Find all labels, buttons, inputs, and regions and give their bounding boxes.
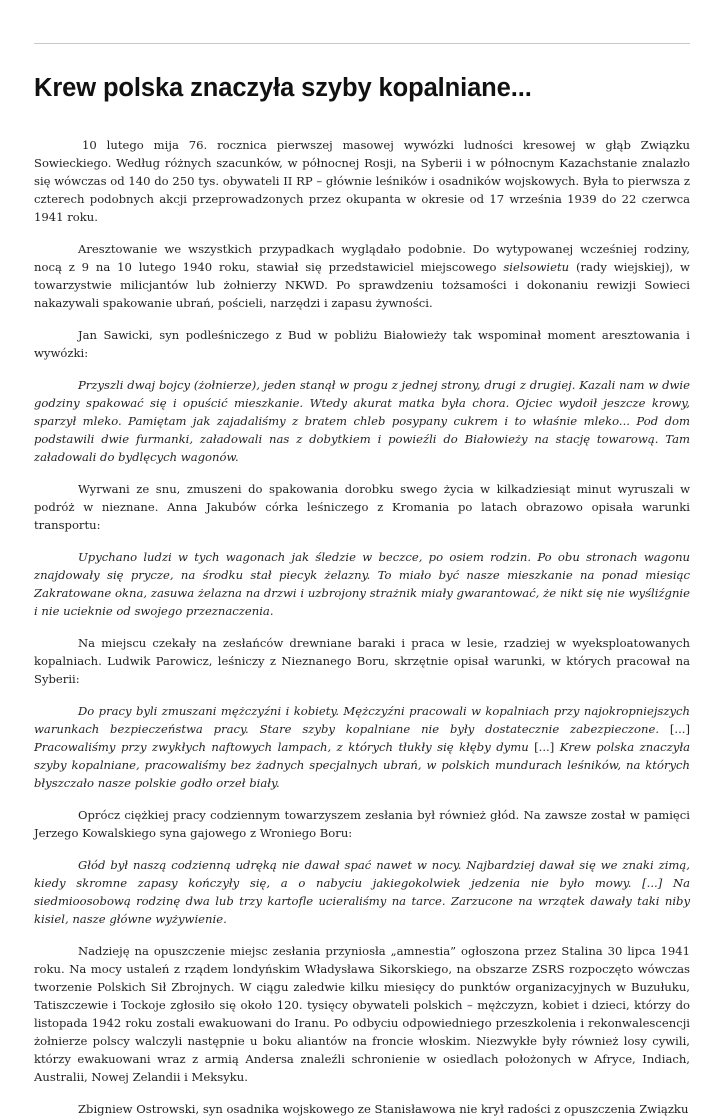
ellipsis-1: [...] — [659, 722, 691, 736]
paragraph-hunger-intro: Oprócz ciężkiej pracy codziennym towarzyszem zesłania był również głód. Na zawsze został w pamięci Jerzego Kowalskiego syna gajowego z Wroniego Boru: — [34, 808, 690, 840]
quote-parowicz-part-1: Do pracy byli zmuszani mężczyźni i kobiety. Mężczyźni pracowali w kopalniach przy najokropniejszych warunkach bezpieczeństwa pracy. Stare szyby kopalniane nie były dostatecznie zabezpieczone. — [34, 704, 690, 736]
quote-jakubow: Upychano ludzi w tych wagonach jak śledzie w beczce, po osiem rodzin. Po obu stronach wagonu znajdowały się prycze, na środku stał piecyk żelazny. To miało być nasze mieszkanie na ponad miesiąc Zakratowane okna, zasuwa żelazna na drzwi i uzbrojony strażnik miały gwarantować, że nikt się nie wyśliźgnie i nie ucieknie od swojego przeznaczenia. — [34, 550, 690, 618]
quote-parowicz — [34, 702, 690, 792]
paragraph-ostrowski: Zbigniew Ostrowski, syn osadnika wojskowego ze Stanisławowa nie krył radości z opuszczenia Związku — [78, 1102, 689, 1116]
sielsowiet-term: sielsowietu — [503, 260, 570, 274]
article-body — [34, 136, 690, 1118]
ellipsis-2: [...] — [528, 740, 560, 754]
quote-parowicz-part-2: Pracowaliśmy przy zwykłych naftowych lampach, z których tłukły się kłęby dymu — [34, 740, 529, 754]
quote-parowicz-part-3: Krew polska znaczyła szyby kopalniane, pracowaliśmy bez żadnych specjalnych ubrań, w polskich mundurach leśników, na których błyszczało nasze polskie godło orzeł biały. — [34, 740, 690, 790]
quote-kowalski: Głód był naszą codzienną udręką nie dawał spać nawet w nocy. Najbardziej dawał się we znaki zimą, kiedy skromne zapasy kończyły się, a o nabyciu jakiegokolwiek jedzenia nie było mowy. [...] Na siedmioosobową rodzinę dwa lub trzy kartofle ucieraliśmy na tarce. Zarzucone na wrzątek dawały taki niby kisiel, nasze główne wyżywienie. — [34, 858, 690, 926]
paragraph-transport-intro: Wyrwani ze snu, zmuszeni do spakowania dorobku swego życia w kilkadziesiąt minut wyruszali w podróż w nieznane. Anna Jakubów córka leśniczego z Kromania po latach obrazowo opisała warunki transportu: — [34, 482, 690, 532]
paragraph-amnesty: Nadzieję na opuszczenie miejsc zesłania przyniosła „amnestia” ogłoszona przez Stalina 30 lipca 1941 roku. Na mocy ustaleń z rządem londyńskim Władysława Sikorskiego, na obszarze ZSRS rozpoczęto wówczas tworzenie Polskich Sił Zbrojnych. W ciągu zaledwie kilku miesięcy do punktów organizacyjnych w Buzułuku, Tatiszczewie i Tockoje zgłosiło się około 120. tysięcy obywateli polskich – mężczyzn, kobiet i dzieci, którzy do listopada 1942 roku zostali ewakuowani do Iranu. Po odbyciu odpowiedniego przeszkolenia i rekonwalescencji żołnierze polscy walczyli następnie u boku aliantów na froncie włoskim. Niezwykłe były również losy cywili, którzy ewakuowani wraz z armią Andersa znaleźli schronienie w osiedlach położonych w Afryce, Indiach, Australii, Nowej Zelandii i Meksyku. — [34, 944, 690, 1084]
paragraph-sawicki-intro: Jan Sawicki, syn podleśniczego z Bud w pobliżu Białowieży tak wspominał moment aresztowania i wywózki: — [34, 328, 690, 360]
quote-sawicki: Przyszli dwaj bojcy (żołnierze), jeden stanął w progu z jednej strony, drugi z drugiej. Kazali nam w dwie godziny spakować się i opuścić mieszkanie. Wtedy akurat matka była chora. Ojciec wydoił jeszcze krowy, sparzył mleko. Pamiętam jak zajadaliśmy z bratem chleb posypany cukrem i to właśnie mleko... Pod dom podstawili dwie furmanki, załadowali nas z dobytkiem i powieźli do Białowieży na stację towarową. Tam załadowali do bydlęcych wagonów. — [34, 378, 690, 464]
header-divider — [34, 43, 690, 44]
article-title: Krew polska znaczyła szyby kopalniane... — [34, 74, 532, 102]
paragraph-arrest — [34, 240, 690, 312]
paragraph-arrest-text-end: (rady wiejskiej), w towarzystwie milicjantów lub żołnierzy NKWD. Po sprawdzeniu tożsamości i dokonaniu rewizji Sowieci nakazywali spakowanie ubrań, pościeli, narzędzi i zapasu żywności. — [34, 260, 690, 310]
paragraph-intro: 10 lutego mija 76. rocznica pierwszej masowej wywózki ludności kresowej w głąb Związku Sowieckiego. Według różnych szacunków, w północnej Rosji, na Syberii i w północnym Kazachstanie znalazło się wówczas od 140 do 250 tys. obywateli II RP – głównie leśników i osadników wojskowych. Była to pierwsza z czterech podobnych akcji przeprowadzonych przez okupanta w okresie od 17 września 1939 do 22 czerwca 1941 roku. — [34, 138, 690, 224]
paragraph-arrest-text-start: Aresztowanie we wszystkich przypadkach wyglądało podobnie. Do wytypowanej wcześniej rodziny, nocą z 9 na 10 lutego 1940 roku, stawiał się przedstawiciel miejscowego — [34, 242, 690, 274]
paragraph-barracks: Na miejscu czekały na zesłańców drewniane baraki i praca w lesie, rzadziej w wyeksploatowanych kopalniach. Ludwik Parowicz, leśniczy z Nieznanego Boru, skrzętnie opisał warunki, w których pracował na Syberii: — [34, 636, 690, 686]
